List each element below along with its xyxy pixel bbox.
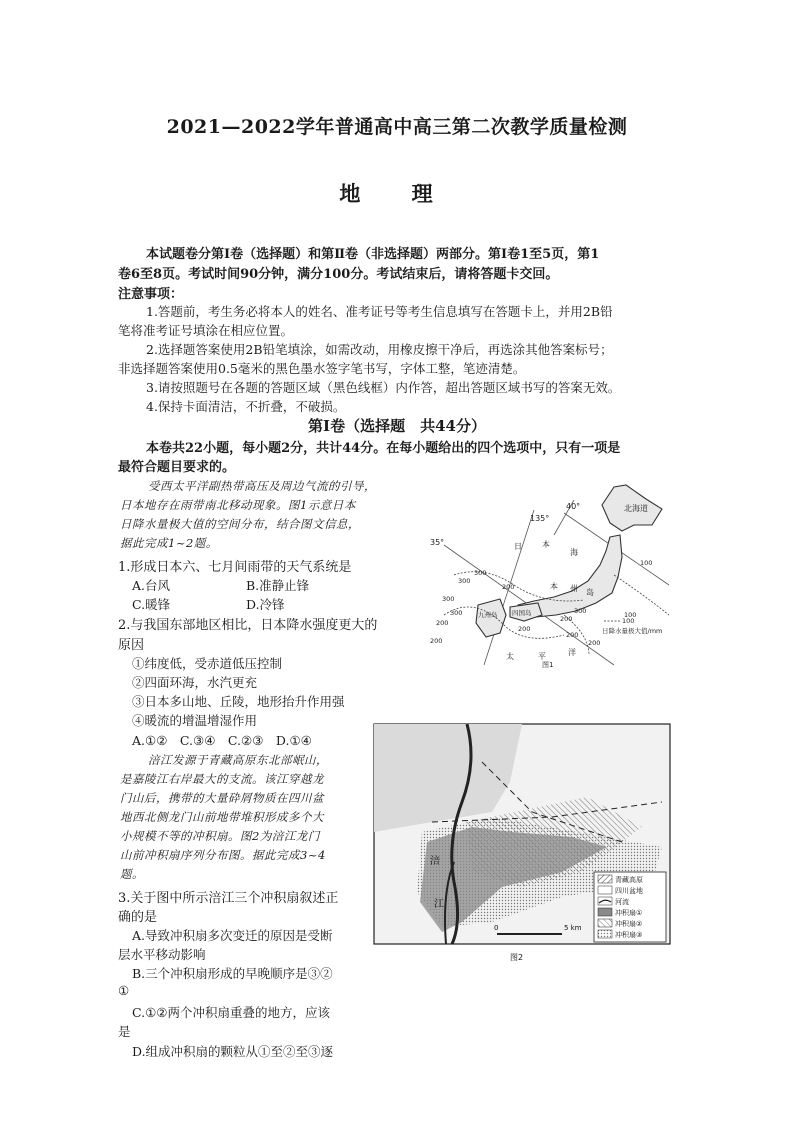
scale-bar-zero: 0 [494, 924, 499, 932]
isoline-value: 200 [560, 615, 573, 623]
intro-line-1: 本试题卷分第Ⅰ卷（选择题）和第Ⅱ卷（非选择题）两部分。第Ⅰ卷1至5页，第1 [146, 247, 600, 262]
isoline-value: 300 [458, 577, 471, 585]
passage-2-line-2: 是嘉陵江右岸最大的支流。该江穿越龙 [120, 772, 324, 786]
scale-bar-km: 5 km [564, 924, 582, 932]
note-4: 4.保持卡面清洁，不折叠，不破损。 [146, 399, 346, 414]
exam-title: 2021—2022学年普通高中高三第二次教学质量检测 [166, 116, 628, 138]
isoline-value: 100 [640, 559, 653, 567]
figure-1-caption: 图1 [542, 661, 554, 669]
note-1b: 笔将准考证号填涂在相应位置。 [118, 323, 294, 338]
question-3-option-b-1: B.三个冲积扇形成的早晚顺序是③② [132, 966, 333, 981]
ocean-label-yang: 洋 [568, 648, 576, 657]
note-2b: 非选择题答案使用0.5毫米的黑色墨水签字笔书写，字体工整，笔迹清楚。 [118, 361, 526, 376]
question-2-item-3: ③日本多山地、丘陵，地形抬升作用强 [132, 694, 345, 709]
lat-35-label: 35° [430, 538, 445, 547]
question-1-option-a: A.台风 [132, 578, 171, 593]
note-3: 3.请按照题号在各题的答题区域（黑色线框）内作答，超出答题区域书写的答案无效。 [146, 380, 621, 395]
ocean-label-tai: 太 [506, 652, 514, 661]
isoline-value: 200 [518, 625, 531, 633]
sea-label-ben: 本 [542, 540, 550, 549]
question-1-option-b: B.准静止锋 [246, 578, 310, 593]
ocean-label-ping: 平 [538, 652, 546, 661]
passage-2-line-6: 山前冲积扇序列分布图。据此完成3~4 [120, 848, 326, 862]
passage-1-line-1: 受西太平洋副热带高压及周边气流的引导， [148, 479, 376, 493]
hokkaido-label: 北海道 [624, 504, 648, 513]
note-1a: 1.答题前，考生务必将本人的姓名、准考证号等考生信息填写在答题卡上，并用2B铅 [146, 304, 613, 319]
question-3-option-c-1: C.①②两个冲积扇重叠的地方，应该 [132, 1005, 331, 1020]
legend-item: 冲积扇② [615, 920, 643, 928]
isoline-value: 200 [436, 619, 449, 627]
figure-2-caption: 图2 [510, 953, 524, 962]
question-3-option-d-1: D.组成冲积扇的颗粒从①至②至③逐 [132, 1044, 334, 1059]
river-label-fu: 涪 [430, 856, 440, 867]
figure-1-japan-map [414, 465, 684, 675]
question-2-stem-2: 原因 [118, 638, 145, 653]
question-3-option-b-2: ① [118, 983, 130, 998]
isoline-value: 300 [442, 595, 455, 603]
section-1-heading: 第Ⅰ卷（选择题 共44分） [308, 417, 486, 435]
shikoku-label: 四国岛 [512, 609, 532, 617]
isoline-value: 200 [430, 637, 443, 645]
figure-2-legend [594, 872, 666, 942]
river-label-jiang: 江 [434, 899, 444, 910]
question-3-option-a-2: 层水平移动影响 [118, 947, 206, 962]
isoline [614, 575, 669, 615]
passage-1-line-3: 日降水量极大值的空间分布，结合图文信息， [120, 517, 360, 531]
legend-item: 青藏高原 [615, 876, 643, 884]
legend-item: 河流 [615, 898, 629, 906]
isoline-value: 300 [474, 569, 487, 577]
honshu-label-2: 州 [570, 584, 578, 593]
question-3-option-c-2: 是 [118, 1024, 131, 1039]
legend-item: 四川盆地 [615, 887, 643, 895]
kyushu-label: 九州岛 [478, 611, 498, 619]
intro-line-2: 卷6至8页。考试时间90分钟，满分100分。考试结束后，请将答题卡交回。 [118, 267, 559, 282]
question-2-choices: A.①② C.③④ C.②③ D.①④ [132, 733, 312, 748]
legend-isoline-value: 100 [622, 617, 635, 625]
question-2-item-2: ②四面环海，水汽更充 [132, 675, 258, 690]
passage-2-line-5: 小规模不等的冲积扇。图2为涪江龙门 [120, 829, 320, 843]
legend-item: 冲积扇① [615, 909, 643, 917]
passage-2-line-1: 涪江发源于青藏高原东北部岷山， [148, 753, 328, 767]
question-1-option-c: C.暖锋 [132, 597, 171, 612]
passage-2-line-7: 题。 [120, 867, 144, 881]
legend-item: 冲积扇③ [615, 931, 643, 939]
figure-2-alluvial-fan-map [372, 722, 678, 967]
isoline-value: 300 [450, 609, 463, 617]
isoline-value: 300 [574, 607, 587, 615]
lon-135-label: 135° [530, 514, 550, 523]
question-3-option-a-1: A.导致冲积扇多次变迁的原因是受断 [132, 928, 333, 943]
isoline-value: 200 [588, 639, 601, 647]
question-2-item-4: ④暖流的增温增湿作用 [132, 713, 258, 728]
honshu-label-1: 本 [550, 582, 558, 591]
question-3-stem-2: 确的是 [118, 910, 158, 925]
question-3-stem-1: 3.关于图中所示涪江三个冲积扇叙述正 [118, 891, 339, 906]
note-2a: 2.选择题答案使用2B铅笔填涂，如需改动，用橡皮擦干净后，再选涂其他答案标号； [146, 342, 613, 357]
isoline-value: 200 [566, 631, 579, 639]
notes-heading: 注意事项： [118, 287, 184, 302]
question-1-stem: 1.形成日本六、七月间雨带的天气系统是 [118, 560, 352, 575]
sea-label-hai: 海 [570, 548, 578, 557]
question-2-stem-1: 2.与我国东部地区相比，日本降水强度更大的 [118, 618, 378, 633]
passage-1-line-4: 据此完成1~2题。 [120, 536, 218, 550]
passage-2-line-3: 门山后，携带的大量砕屑物质在四川盆 [120, 791, 324, 805]
lat-40-label: 40° [566, 502, 581, 511]
passage-1-line-2: 日本地存在雨带南北移动现象。图1示意日本 [120, 498, 356, 512]
section-1-desc-2: 最符合题目要求的。 [118, 460, 236, 475]
question-2-item-1: ①纬度低，受赤道低压控制 [132, 656, 283, 671]
isoline-value: 100 [624, 611, 637, 619]
section-1-desc-1: 本卷共22小题，每小题2分，共计44分。在每小题给出的四个选项中，只有一项是 [146, 441, 621, 456]
subject-title: 地 理 [339, 181, 455, 206]
isoline-value: 200 [502, 583, 515, 591]
honshu-label-3: 岛 [586, 588, 594, 597]
question-1-option-d: D.冷锋 [246, 597, 285, 612]
figure-1-legend-text: 日降水量极大值/mm [602, 627, 663, 635]
sea-label-ri: 日 [514, 542, 522, 551]
passage-2-line-4: 地西北侧龙门山前地带堆积形成多个大 [120, 810, 324, 824]
